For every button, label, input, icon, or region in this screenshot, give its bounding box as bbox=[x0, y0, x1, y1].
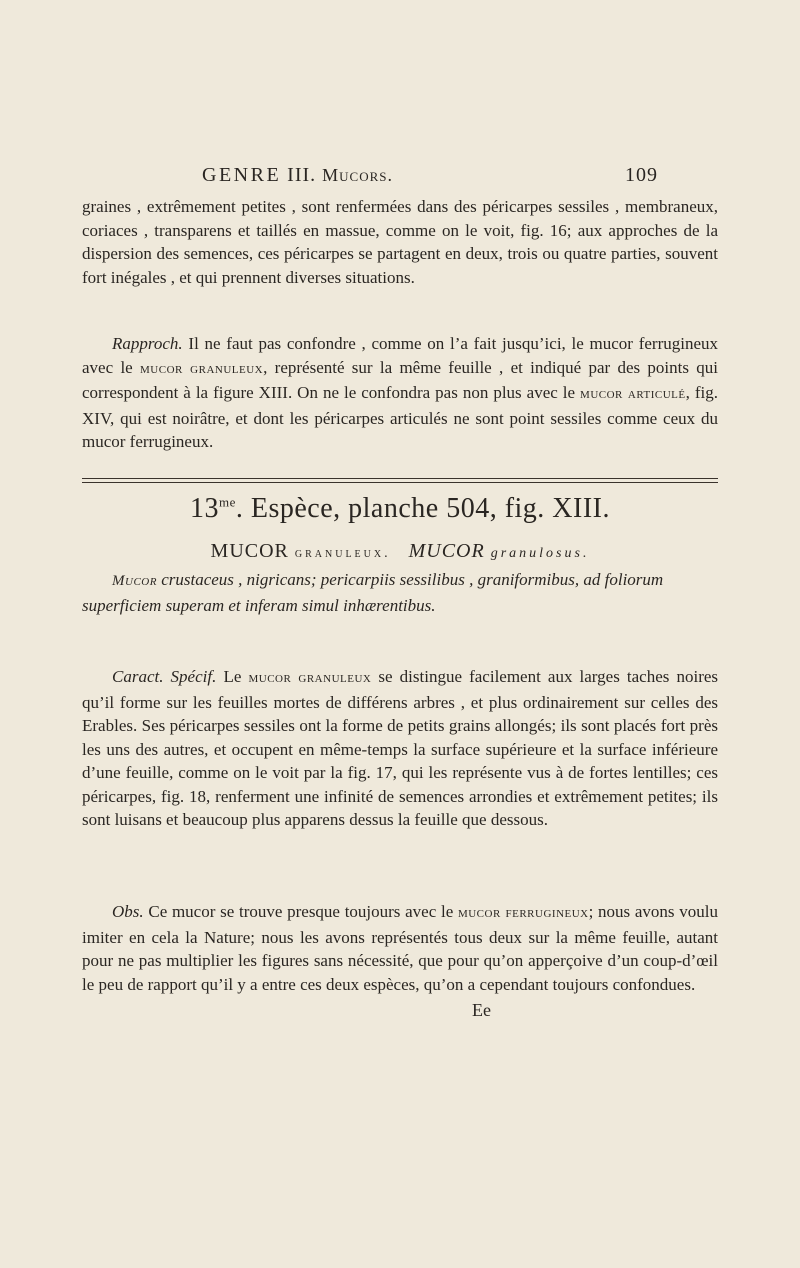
species-number: 13 bbox=[189, 493, 219, 524]
obs-text-1: Ce mucor se trouve presque toujours avec le bbox=[143, 902, 458, 921]
caract-text-1: Le bbox=[216, 667, 249, 686]
species-sup: me bbox=[218, 494, 236, 510]
latin-diagnosis bbox=[82, 568, 718, 617]
header-genus: Mucors. bbox=[322, 165, 394, 185]
rapproch-text-3: , fig. XIV, qui est noirâtre, et dont les péricarpes articulés ne sont point sessiles comme ceux du mucor ferrugineux. bbox=[82, 383, 718, 451]
lat-genus: MUCOR bbox=[408, 540, 485, 562]
divider-rule bbox=[82, 478, 718, 479]
caract-lead: Caract. Spécif. bbox=[112, 667, 217, 686]
latin-text: crustaceus , nigricans; pericarpiis sessilibus , graniformibus, ad foliorum superficiem superam et inferam simul inhærentibus. bbox=[82, 570, 664, 615]
fr-genus: MUCOR bbox=[210, 540, 289, 562]
obs-text-2: ; nous avons voulu imiter en cela la Nature; nous les avons représentés tous deux sur la même feuille, autant pour ne pas multiplier les figures sans nécessité, que pour qu’on apperçoive d’un coup-d’œil le peu de rapport qu’il y a entre ces deux espèces, qu’on a cependant toujours confondues. bbox=[82, 902, 718, 994]
paragraph-rapproch bbox=[82, 332, 718, 454]
lat-epithet: granulosus. bbox=[490, 546, 590, 561]
species-title bbox=[82, 493, 718, 525]
signature-mark: Ee bbox=[472, 1000, 491, 1020]
divider-rule-thin bbox=[82, 482, 718, 483]
paragraph-continuation: graines , extrêmement petites , sont renfermées dans des péricarpes sessiles , membraneux, coriaces , transparens et taillés en massue, comme on le voit, fig. 16; aux approches de la dispersion des semences, ces péricarpes se partagent en deux, trois ou quatre parties, souvent fort inégales , et qui prennent diverses situations. bbox=[82, 197, 718, 287]
header-numeral: III. bbox=[287, 164, 317, 186]
rapproch-text-1: Il ne faut pas confondre , comme on l’a fait jusqu’ici, le mucor ferrugineux avec le bbox=[82, 334, 718, 377]
paragraph-obs bbox=[82, 900, 718, 996]
species-names bbox=[82, 540, 718, 563]
caract-text-2: se distingue facilement aux larges taches noires qu’il forme sur les feuilles mortes de différens arbres , et plus ordinairement sur celles des Erables. Ses péricarpes sessiles ont la forme de petits grains allongés; ils sont placés fort près les uns des autres, et occupent en même-temps la surface supérieure et la surface inférieure d’une feuille, comme on le voit par la fig. 17, qui les représente vus à de fortes lentilles; ces péricarpes, fig. 18, renferment une infinité de semences arrondies et extrêmement petites; ils sont luisans et beaucoup plus apparens dessus la feuille que dessous. bbox=[82, 667, 719, 829]
page-number: 109 bbox=[625, 164, 658, 186]
latin-lead: Mucor bbox=[112, 573, 157, 589]
rapproch-lead: Rapproch. bbox=[112, 334, 183, 353]
obs-ref: mucor ferrugineux bbox=[457, 905, 589, 921]
rapproch-text-2: , représenté sur la même feuille , et indiqué par des points qui correspondent à la figure XIII. On ne le confondra pas non plus avec le bbox=[82, 357, 719, 402]
caract-ref: mucor granuleux bbox=[248, 670, 372, 686]
paragraph-caract bbox=[82, 665, 718, 832]
header-genre: GENRE bbox=[202, 164, 282, 186]
species-title-rest: . Espèce, planche 504, fig. XIII. bbox=[235, 493, 611, 524]
obs-lead: Obs. bbox=[112, 902, 144, 921]
fr-epithet: granuleux. bbox=[294, 546, 391, 561]
running-header bbox=[202, 164, 658, 187]
rapproch-ref-1: mucor granuleux bbox=[140, 360, 264, 377]
rapproch-ref-2: mucor articulé bbox=[580, 386, 686, 402]
